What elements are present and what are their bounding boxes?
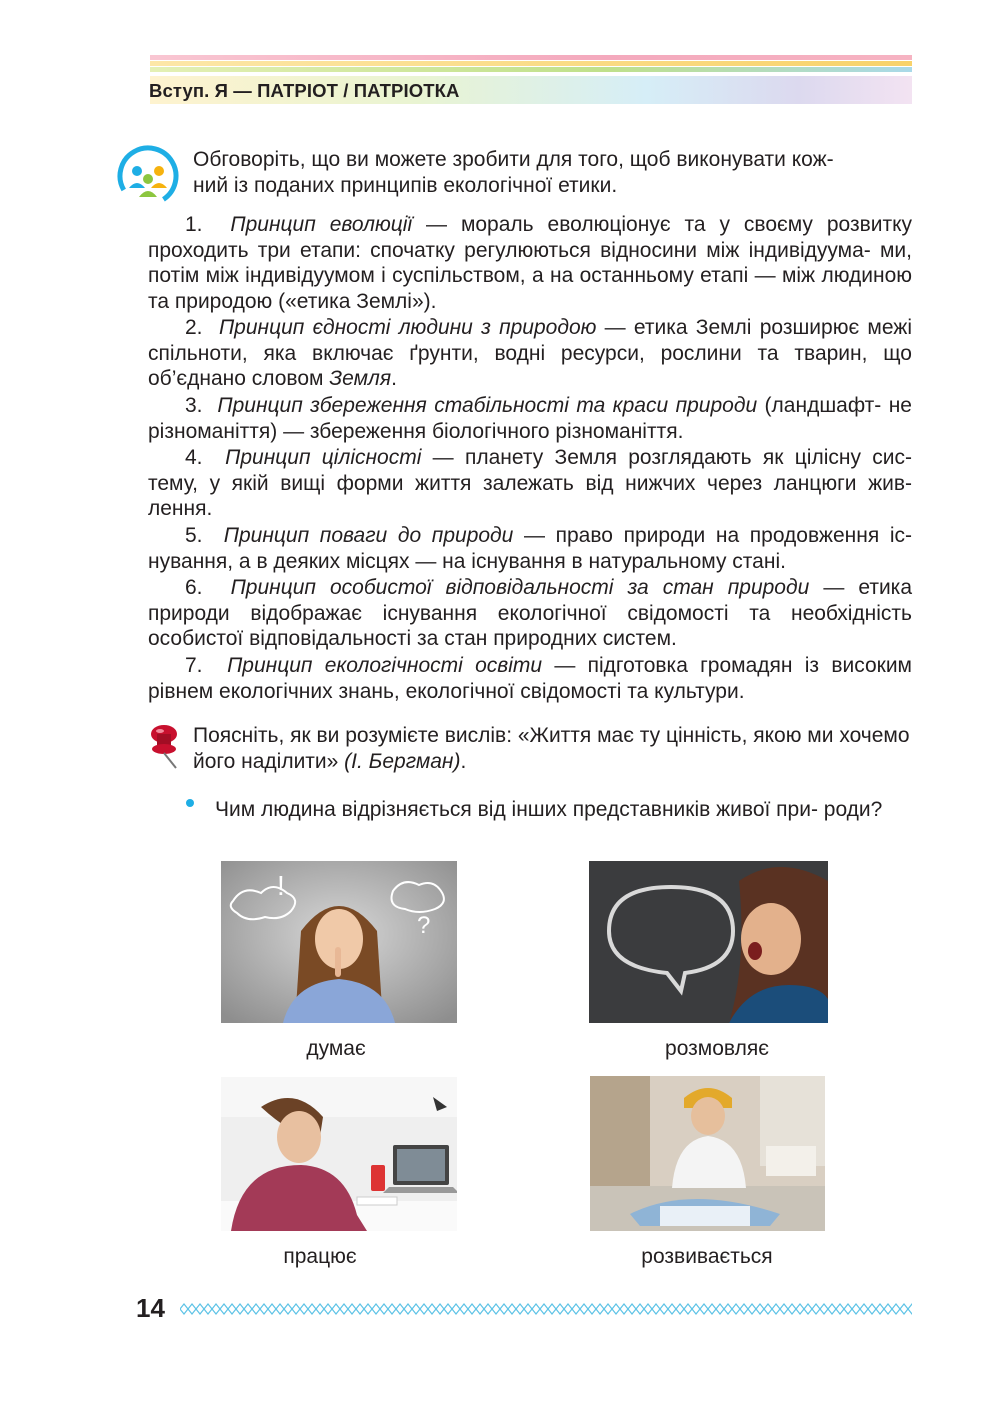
- header-stripes: [150, 55, 912, 73]
- svg-text:!: !: [277, 870, 285, 901]
- photo-talking: [589, 861, 828, 1023]
- principle-title: Принцип поваги до природи: [223, 524, 514, 547]
- page-number: 14: [136, 1293, 165, 1323]
- caption-thinking: думає: [306, 1037, 366, 1060]
- principle-number: 7.: [185, 654, 203, 677]
- principle-title: Принцип єдності людини з природою: [218, 316, 597, 339]
- principle-number: 1.: [185, 213, 203, 236]
- discussion-prompt: [193, 147, 912, 198]
- photo-thinking: [221, 861, 457, 1023]
- principle-2: [148, 315, 912, 392]
- quote-author: (І. Бергман): [344, 749, 461, 773]
- principle-number: 4.: [185, 446, 203, 469]
- bullet-icon: [186, 799, 194, 807]
- explain-end: .: [460, 749, 467, 773]
- principle-number: 3.: [185, 394, 203, 417]
- principle-4: [148, 445, 912, 522]
- principle-number: 2.: [185, 316, 203, 339]
- principle-7: [148, 653, 912, 704]
- principle-text: — планету Земля розглядають як цілісну сис- тему, у якій вищі форми життя залежать від нижчих через ланцюги жив- лення.: [148, 446, 912, 521]
- question-text: Чим людина відрізняється від інших представників живої при- роди?: [215, 798, 883, 821]
- principle-text: (ландшафт- не різноманіття) — збереження біологічного різноманіття.: [148, 394, 912, 443]
- principle-6: [148, 575, 912, 652]
- principle-3: [148, 393, 912, 444]
- principle-text: — підготовка громадян із високим рівнем екологічних знань, екологічної свідомості та культури.: [148, 654, 912, 703]
- principle-title: Принцип екологічності освіти: [227, 654, 543, 677]
- caption-talking: розмовляє: [665, 1037, 769, 1060]
- principle-text: — мораль еволюціонує та у своєму розвитку проходить три етапи: спочатку регулюються відносини між індивідуума- ми, потім між індивідуумом і суспільством, а на останньому етапі — між людиною та природою («етика Землі»).: [148, 213, 913, 313]
- principle-number: 6.: [185, 576, 203, 599]
- principle-tail: .: [391, 367, 397, 391]
- principle-1: [148, 212, 912, 314]
- footer-pattern: [180, 1302, 912, 1316]
- photo-working: [221, 1077, 457, 1231]
- photo-developing: [590, 1076, 825, 1231]
- push-pin-icon: [144, 722, 184, 770]
- principle-title: Принцип особистої відповідальності за стан природи: [230, 576, 810, 599]
- caption-developing: розвивається: [641, 1245, 773, 1268]
- principle-number: 5.: [185, 524, 203, 547]
- principle-title: Принцип цілісності: [225, 446, 422, 469]
- principle-title: Принцип еволюції: [230, 213, 413, 236]
- discussion-line-2: ний із поданих принципів екологічної етики.: [193, 173, 618, 197]
- page-header-title: Вступ. Я — ПАТРІОТ / ПАТРІОТКА: [149, 80, 460, 101]
- group-discussion-icon: [117, 145, 179, 207]
- caption-working: працює: [283, 1245, 357, 1268]
- principle-text: — право природи на продовження іс- нування, а в деяких місцях — на існування в натуральному стані.: [148, 524, 912, 573]
- svg-text:?: ?: [417, 912, 431, 939]
- principle-tail-italic: Земля: [329, 367, 392, 391]
- explain-quote: [193, 723, 912, 774]
- principle-text: — етика Землі розширює межі спільноти, яка включає ґрунти, водні ресурси, рослини та тварин, що об’єднано словом: [148, 316, 912, 391]
- discussion-line-1: Обговоріть, що ви можете зробити для того, щоб виконувати кож-: [193, 148, 834, 171]
- principle-title: Принцип збереження стабільності та краси природи: [217, 394, 758, 417]
- principle-text: — етика природи відображає існування екологічної свідомості та необхідність особистої відповідальності за стан природних систем.: [148, 576, 913, 651]
- principle-5: [148, 523, 912, 574]
- explain-text: Поясніть, як ви розумієте вислів: «Життя має ту цінність, якою ми хочемо його наділити»: [193, 724, 910, 773]
